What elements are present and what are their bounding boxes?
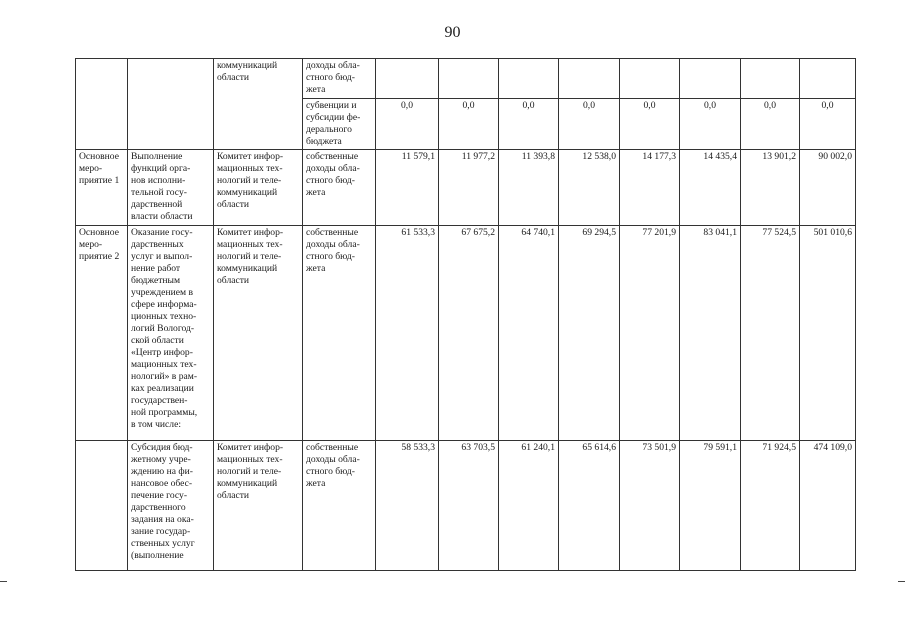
name-cell: Субсидия бюд- жетному учре- ждению на фи- нансовое обес- печение госу- дарственного задания на ока- зание государ- ственных услуг (выполнение	[128, 441, 214, 571]
value-cell: 77 524,5	[741, 226, 800, 441]
status-cell: Основное меро- приятие 2	[76, 226, 128, 441]
value-cell: 63 703,5	[439, 441, 499, 571]
value-cell: 11 579,1	[376, 150, 439, 226]
value-cell: 0,0	[499, 99, 559, 150]
value-cell: 501 010,6	[800, 226, 856, 441]
value-cell: 0,0	[680, 99, 741, 150]
value-cell: 14 177,3	[620, 150, 680, 226]
value-cell	[620, 59, 680, 99]
table-row	[76, 441, 856, 571]
value-cell: 12 538,0	[559, 150, 620, 226]
value-cell: 14 435,4	[680, 150, 741, 226]
value-cell: 79 591,1	[680, 441, 741, 571]
value-cell: 58 533,3	[376, 441, 439, 571]
source-cell: доходы обла- стного бюд- жета	[303, 59, 376, 99]
source-cell: собственные доходы обла- стного бюд- жета	[303, 441, 376, 571]
value-cell: 67 675,2	[439, 226, 499, 441]
value-cell: 61 533,3	[376, 226, 439, 441]
value-cell: 0,0	[376, 99, 439, 150]
table-row	[76, 150, 856, 226]
value-cell: 64 740,1	[499, 226, 559, 441]
value-cell: 65 614,6	[559, 441, 620, 571]
value-cell	[680, 59, 741, 99]
name-cell	[128, 59, 214, 150]
table-row	[76, 59, 856, 99]
executor-cell: коммуникаций области	[214, 59, 303, 150]
value-cell: 71 924,5	[741, 441, 800, 571]
page-number: 90	[444, 24, 461, 41]
scan-edge-mark	[0, 581, 7, 582]
value-cell	[499, 59, 559, 99]
value-cell: 0,0	[620, 99, 680, 150]
status-cell: Основное меро- приятие 1	[76, 150, 128, 226]
executor-cell: Комитет инфор- мационных тех- нологий и теле- коммуникаций области	[214, 441, 303, 571]
value-cell	[376, 59, 439, 99]
name-cell: Оказание госу- дарственных услуг и выпол- нение работ бюджетным учреждением в сфере информа- ционных техно- логий Вологод- ской области «Центр инфор- мационных тех- нологий» в рам- ках реализации государствен- ной программы, в том числе:	[128, 226, 214, 441]
value-cell: 0,0	[439, 99, 499, 150]
value-cell: 61 240,1	[499, 441, 559, 571]
value-cell: 69 294,5	[559, 226, 620, 441]
value-cell: 11 393,8	[499, 150, 559, 226]
name-cell: Выполнение функций орга- нов исполни- тельной госу- дарственной власти области	[128, 150, 214, 226]
budget-table	[75, 58, 856, 571]
value-cell: 0,0	[800, 99, 856, 150]
value-cell: 474 109,0	[800, 441, 856, 571]
value-cell: 90 002,0	[800, 150, 856, 226]
executor-cell: Комитет инфор- мационных тех- нологий и теле- коммуникаций области	[214, 150, 303, 226]
value-cell: 0,0	[559, 99, 620, 150]
scan-edge-mark	[898, 581, 905, 582]
value-cell: 73 501,9	[620, 441, 680, 571]
value-cell	[439, 59, 499, 99]
value-cell: 11 977,2	[439, 150, 499, 226]
value-cell: 77 201,9	[620, 226, 680, 441]
status-cell	[76, 441, 128, 571]
source-cell: собственные доходы обла- стного бюд- жета	[303, 226, 376, 441]
value-cell: 83 041,1	[680, 226, 741, 441]
value-cell	[559, 59, 620, 99]
executor-cell: Комитет инфор- мационных тех- нологий и теле- коммуникаций области	[214, 226, 303, 441]
value-cell	[800, 59, 856, 99]
table-row	[76, 226, 856, 441]
source-cell: собственные доходы обла- стного бюд- жета	[303, 150, 376, 226]
value-cell: 0,0	[741, 99, 800, 150]
status-cell	[76, 59, 128, 150]
value-cell: 13 901,2	[741, 150, 800, 226]
value-cell	[741, 59, 800, 99]
source-cell: субвенции и субсидии фе- дерального бюджета	[303, 99, 376, 150]
